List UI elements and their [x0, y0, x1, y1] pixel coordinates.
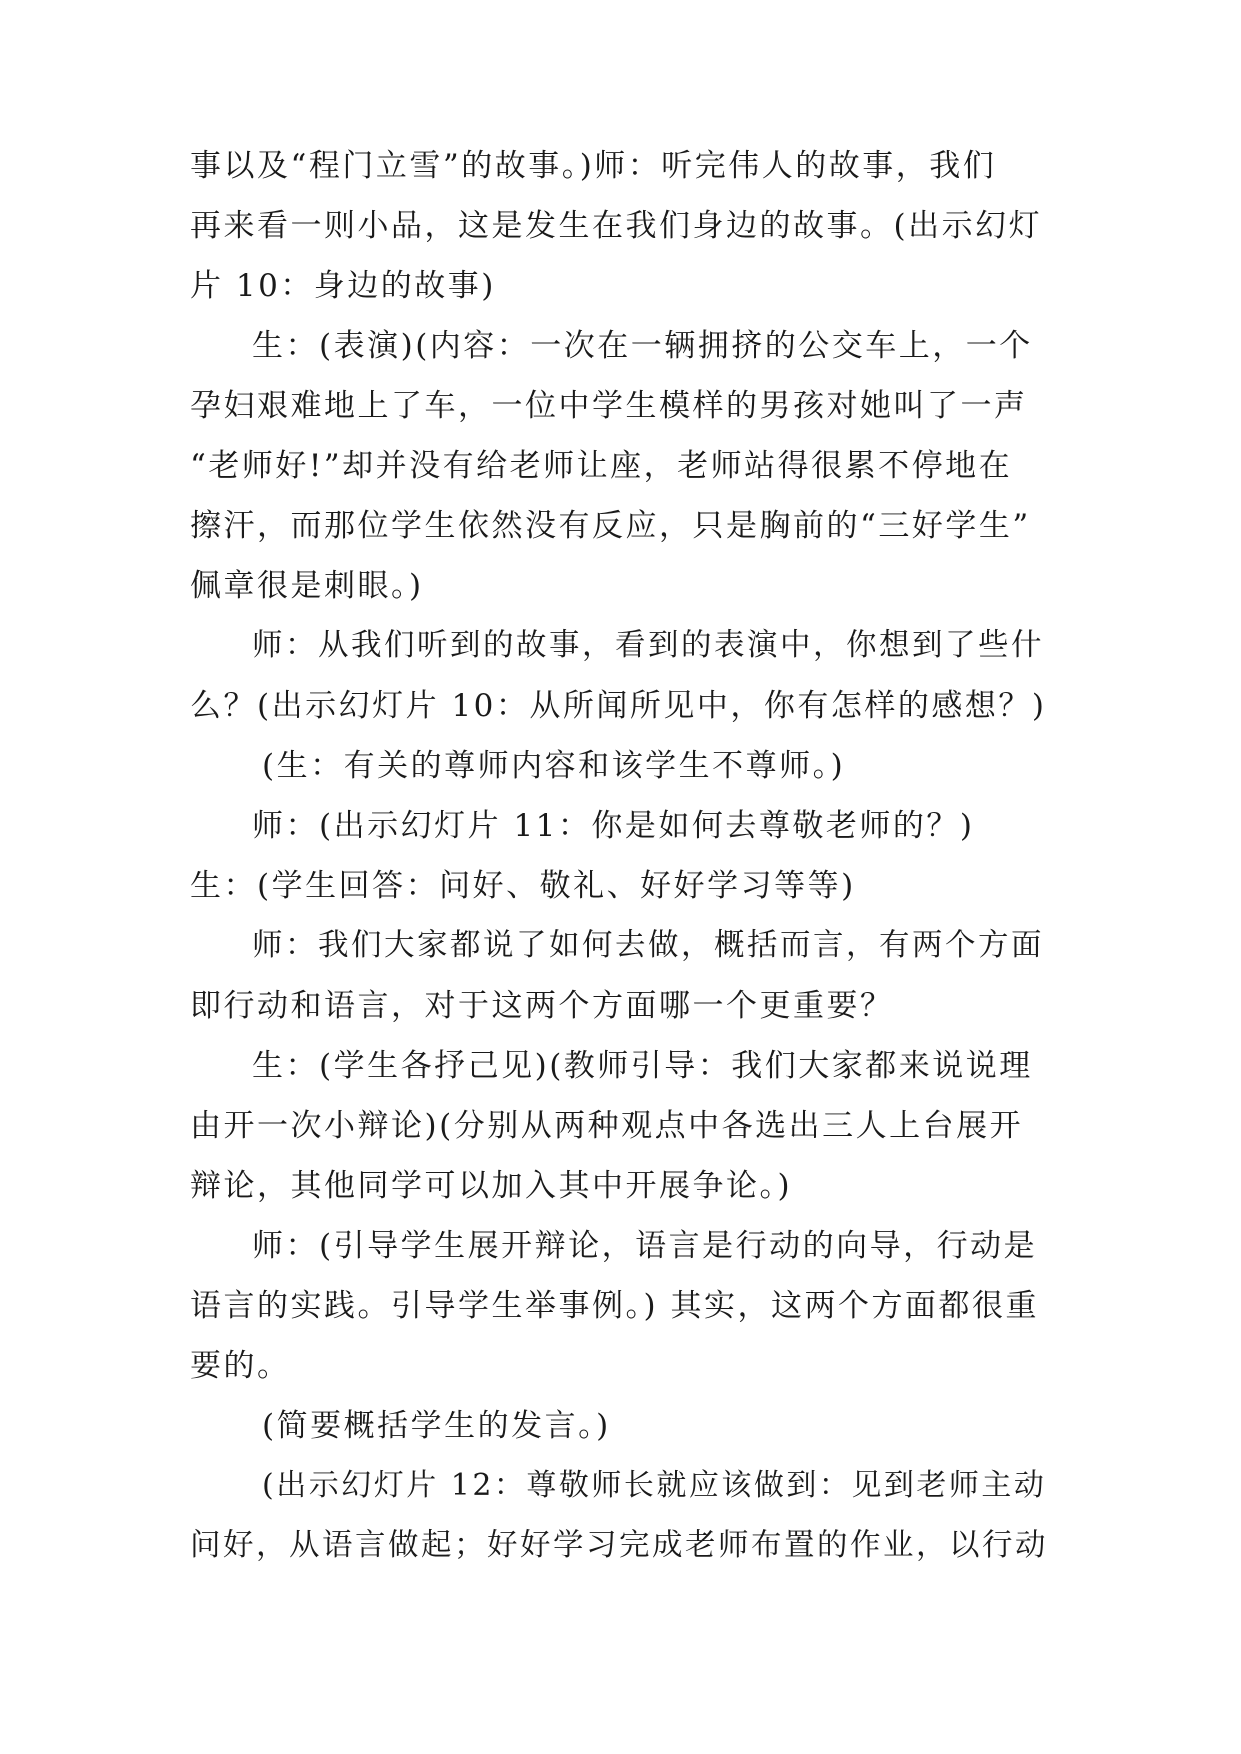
text-line: 孕妇艰难地上了车，一位中学生模样的男孩对她叫了一声 — [190, 388, 1028, 424]
text-line: 擦汗，而那位学生依然没有反应，只是胸前的“三好学生” — [190, 508, 1031, 544]
text-line: 师：从我们听到的故事，看到的表演中，你想到了些什 — [252, 628, 1044, 663]
text-line: 生：(表演)(内容：一次在一辆拥挤的公交车上，一个 — [252, 328, 1033, 364]
text-line: 师：(出示幻灯片 11：你是如何去尊敬老师的？) — [252, 808, 975, 844]
text-line: 佩章很是刺眼。) — [190, 568, 424, 604]
text-line: “老师好!”却并没有给老师让座，老师站得很累不停地在 — [190, 448, 1013, 484]
text-line: 要的。 — [190, 1348, 291, 1384]
text-line: 师：(引导学生展开辩论，语言是行动的向导，行动是 — [252, 1228, 1038, 1264]
text-line: 问好，从语言做起；好好学习完成老师布置的作业，以行动 — [190, 1528, 1048, 1563]
text-line: 生：(学生各抒己见)(教师引导：我们大家都来说说理 — [252, 1048, 1033, 1084]
text-line: 片 10：身边的故事) — [190, 268, 496, 304]
text-line: 即行动和语言，对于这两个方面哪一个更重要？ — [190, 988, 894, 1024]
text-line: (生：有关的尊师内容和该学生不尊师。) — [262, 748, 846, 784]
text-line: 生：(学生回答：问好、敬礼、好好学习等等) — [190, 868, 856, 904]
text-line: 师：我们大家都说了如何去做，概括而言，有两个方面 — [252, 928, 1044, 963]
text-line: 再来看一则小品，这是发生在我们身边的故事。(出示幻灯 — [190, 208, 1043, 244]
text-line: 事以及“程门立雪”的故事。)师：听完伟人的故事，我们 — [190, 148, 997, 184]
text-line: (出示幻灯片 12：尊敬师长就应该做到：见到老师主动 — [262, 1468, 1047, 1503]
text-line: 么？(出示幻灯片 10：从所闻所见中，你有怎样的感想？) — [190, 688, 1047, 724]
text-line: 语言的实践。引导学生举事例。) 其实，这两个方面都很重 — [190, 1288, 1039, 1324]
text-line: 由开一次小辩论)(分别从两种观点中各选出三人上台展开 — [190, 1108, 1024, 1144]
text-line: 辩论，其他同学可以加入其中开展争论。) — [190, 1168, 793, 1204]
text-line: (简要概括学生的发言。) — [262, 1408, 611, 1444]
